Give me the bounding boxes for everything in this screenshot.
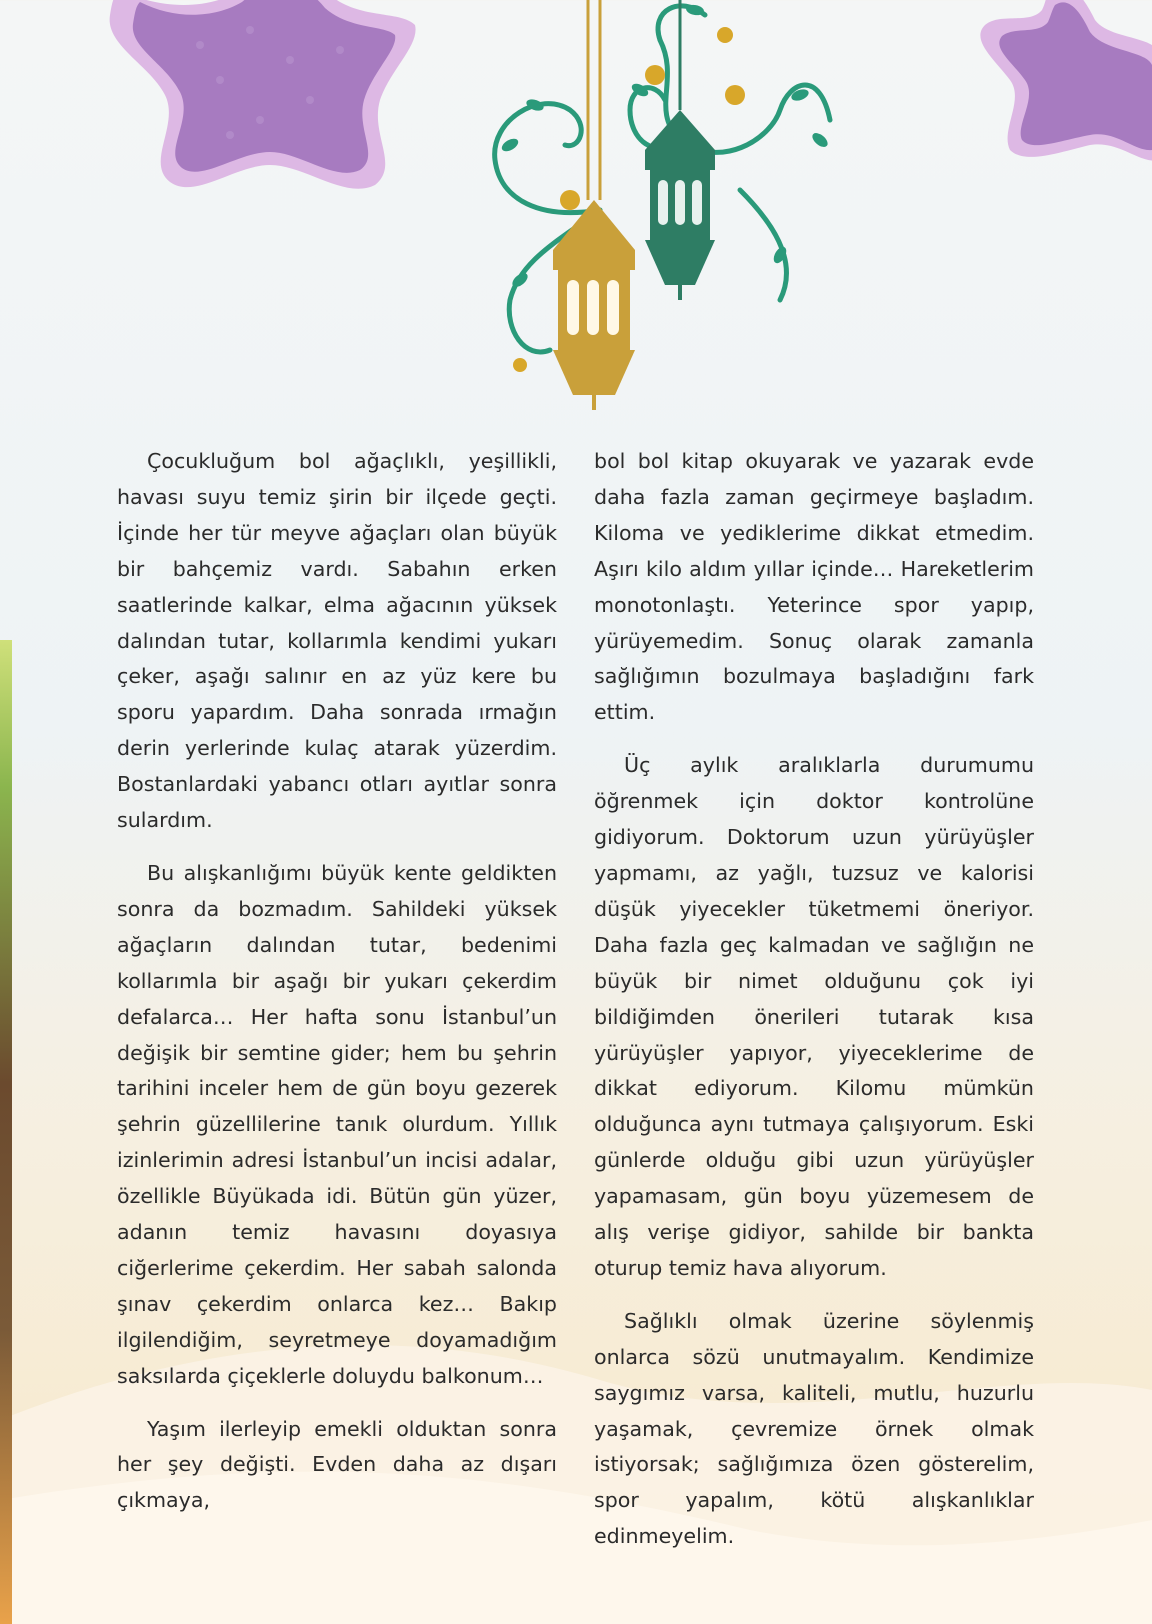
paragraph: Üç aylık aralıklarla durumumu öğrenmek için doktor kontrolüne gidiyorum. Doktorum uzun yürüyüşler yapmamı, az yağlı, tuzsuz ve kalorisi düşük yiyecekler tüketmemi öneriyor. Daha fazla geç kalmadan ve sağlığın ne büyük bir nimet olduğunu çok iyi bildiğimden önerileri tutarak kısa yürüyüşler yapıyor, yiyeceklerime de dikkat ediyorum. Kilomu mümkün olduğunca aynı tutmaya çalışıyorum. Eski günlerde olduğu gibi uzun yürüyüşler yapamasam, gün boyu yüzemesem de alış verişe gidiyor, sahilde bir bankta oturup temiz hava alıyorum. [594, 753, 1034, 1280]
article-left-column [117, 444, 557, 1536]
left-edge-photo-strip [0, 640, 12, 1624]
lantern-gold [553, 200, 635, 410]
paragraph: Yaşım ilerleyip emekli olduktan sonra her şey değişti. Evden daha az dışarı çıkmaya, [117, 1416, 557, 1513]
star-shape [100, 0, 430, 200]
paragraph: bol bol kitap okuyarak ve yazarak evde daha fazla zaman geçirmeye başladım. Kiloma ve yediklerime dikkat etmedim. Aşırı kilo aldım yıllar içinde… Hareketlerim monotonlaştı. Yeterince spor yapıp, yürüyemedim. Sonuç olarak zamanla sağlığımın bozulmaya başladığını fark ettim. [594, 449, 1034, 725]
hanging-lanterns-ornament [480, 0, 880, 420]
article-right-column [594, 444, 1034, 1572]
paragraph: Sağlıklı olmak üzerine söylenmiş onlarca sözü unutmayalım. Kendimize saygımız varsa, kaliteli, mutlu, huzurlu yaşamak, çevremize örnek olmak istiyorsak; sağlığımıza özen gösterelim, spor yapalım, kötü alışkanlıklar edinmeyelim. [594, 1308, 1034, 1549]
paragraph: Bu alışkanlığımı büyük kente geldikten sonra da bozmadım. Sahildeki yüksek ağaçların dalından tutar, bedenimi kollarımla bir aşağı bir yukarı çekerdim defalarca… Her hafta sonu İstanbul’un değişik bir semtine gider; hem bu şehrin tarihini inceler hem de gün boyu gezerek şehrin güzellilerine tanık olurdum. Yıllık izinlerimin adresi İstanbul’un incisi adalar, özellikle Büyükada idi. Bütün gün yüzer, adanın temiz havasını doyasıya ciğerlerime çekerdim. Her sabah salonda şınav çekerdim onlarca kez… Bakıp ilgilendiğim, seyretmeye doyamadığım saksılarda çiçeklerle doluydu balkonum… [117, 860, 557, 1388]
lantern-green [645, 110, 715, 300]
paragraph: Çocukluğum bol ağaçlıklı, yeşillikli, havası suyu temiz şirin bir ilçede geçti. İçinde her tür meyve ağaçları olan büyük bir bahçemiz vardı. Sabahın erken saatlerinde kalkar, elma ağacının yüksek dalından tutar, kollarımla kendimi yukarı çeker, aşağı salınır en az yüz kere bu sporu yapardım. Daha sonrada ırmağın derin yerlerinde kulaç atarak yüzerdim. Bostanlardaki yabancı otları ayıtlar sonra sulardım. [117, 449, 557, 833]
star-shape [980, 0, 1152, 180]
